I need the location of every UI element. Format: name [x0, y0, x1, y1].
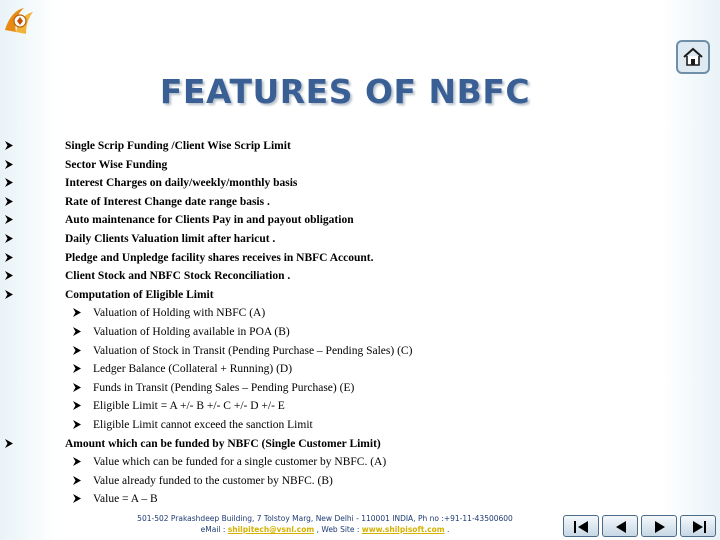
- feature-item: [4, 174, 297, 192]
- email-link[interactable]: shilpitech@vsnl.com: [227, 525, 315, 534]
- feature-subitem: [72, 453, 386, 471]
- footer-contact: [0, 524, 650, 535]
- arrow-bullet-icon: [4, 193, 65, 211]
- feature-text: Computation of Eligible Limit: [65, 288, 214, 301]
- arrow-bullet-icon: [72, 416, 93, 434]
- company-logo-icon: [2, 4, 36, 38]
- feature-subitem: [72, 323, 290, 341]
- feature-text: Value already funded to the customer by NBFC. (B): [93, 474, 333, 487]
- next-icon: [650, 519, 670, 535]
- feature-subitem: [72, 379, 354, 397]
- feature-item: [4, 286, 214, 304]
- arrow-bullet-icon: [72, 490, 93, 508]
- footer-address: 501-502 Prakashdeep Building, 7 Tolstoy Marg, New Delhi - 110001 INDIA, Ph no :+91-11-43500600: [137, 514, 513, 523]
- feature-item: [4, 249, 373, 267]
- feature-text: Eligible Limit cannot exceed the sanction Limit: [93, 419, 313, 431]
- footer: [0, 513, 650, 535]
- arrow-bullet-icon: [4, 267, 65, 285]
- last-page-icon: [689, 519, 709, 535]
- website-label: , Web Site :: [314, 525, 362, 534]
- arrow-bullet-icon: [72, 342, 93, 360]
- feature-text: Funds in Transit (Pending Sales – Pending Purchase) (E): [93, 381, 355, 394]
- feature-subitem: [72, 342, 412, 360]
- arrow-bullet-icon: [4, 174, 65, 192]
- feature-text: Client Stock and NBFC Stock Reconciliation .: [65, 270, 291, 283]
- previous-icon: [611, 519, 631, 535]
- page-title: FEATURES OF NBFC: [159, 72, 531, 111]
- feature-text: Rate of Interest Change date range basis .: [65, 195, 270, 208]
- slide-navigation: [563, 515, 717, 537]
- feature-text: Valuation of Holding with NBFC (A): [93, 307, 266, 320]
- feature-text: Valuation of Holding available in POA (B): [93, 326, 290, 338]
- arrow-bullet-icon: [4, 249, 65, 267]
- home-icon: [682, 46, 704, 68]
- arrow-bullet-icon: [4, 230, 65, 248]
- feature-subitem: [72, 397, 285, 415]
- first-slide-button[interactable]: [563, 515, 599, 537]
- arrow-bullet-icon: [4, 137, 65, 155]
- arrow-bullet-icon: [72, 304, 93, 322]
- feature-text: Auto maintenance for Clients Pay in and payout obligation: [65, 214, 354, 227]
- footer-end: .: [444, 525, 450, 534]
- feature-subitem: [72, 416, 313, 434]
- arrow-bullet-icon: [4, 211, 65, 229]
- feature-item: [4, 267, 290, 285]
- feature-text: Ledger Balance (Collateral + Running) (D): [93, 363, 293, 376]
- feature-text: Amount which can be funded by NBFC (Single Customer Limit): [65, 437, 381, 450]
- feature-subitem: [72, 304, 265, 322]
- feature-item: [4, 435, 381, 453]
- next-slide-button[interactable]: [641, 515, 677, 537]
- arrow-bullet-icon: [4, 286, 65, 304]
- arrow-bullet-icon: [72, 323, 93, 341]
- arrow-bullet-icon: [4, 156, 65, 174]
- arrow-bullet-icon: [72, 453, 93, 471]
- previous-slide-button[interactable]: [602, 515, 638, 537]
- arrow-bullet-icon: [72, 397, 93, 415]
- last-slide-button[interactable]: [680, 515, 716, 537]
- feature-item: [4, 137, 291, 155]
- feature-item: [4, 230, 275, 248]
- arrow-bullet-icon: [72, 360, 93, 378]
- feature-text: Sector Wise Funding: [65, 158, 168, 171]
- feature-text: Eligible Limit = A +/- B +/- C +/- D +/- E: [93, 400, 285, 413]
- feature-subitem: [72, 490, 158, 508]
- feature-text: Pledge and Unpledge facility shares receives in NBFC Account.: [65, 251, 374, 264]
- feature-text: Value = A – B: [93, 493, 158, 506]
- home-button[interactable]: [676, 40, 710, 74]
- feature-subitem: [72, 360, 292, 378]
- feature-text: Valuation of Stock in Transit (Pending Purchase – Pending Sales) (C): [93, 344, 413, 357]
- feature-subitem: [72, 472, 333, 490]
- feature-item: [4, 193, 270, 211]
- feature-item: [4, 211, 354, 229]
- feature-text: Single Scrip Funding /Client Wise Scrip Limit: [65, 140, 291, 152]
- arrow-bullet-icon: [4, 435, 65, 453]
- feature-item: [4, 156, 167, 174]
- arrow-bullet-icon: [72, 472, 93, 490]
- email-label: eMail :: [200, 525, 228, 534]
- feature-text: Interest Charges on daily/weekly/monthly basis: [65, 177, 298, 190]
- arrow-bullet-icon: [72, 379, 93, 397]
- website-link[interactable]: www.shilpisoft.com: [361, 525, 445, 534]
- feature-text: Daily Clients Valuation limit after haricut .: [65, 233, 276, 245]
- feature-text: Value which can be funded for a single customer by NBFC. (A): [93, 456, 387, 469]
- first-page-icon: [572, 519, 592, 535]
